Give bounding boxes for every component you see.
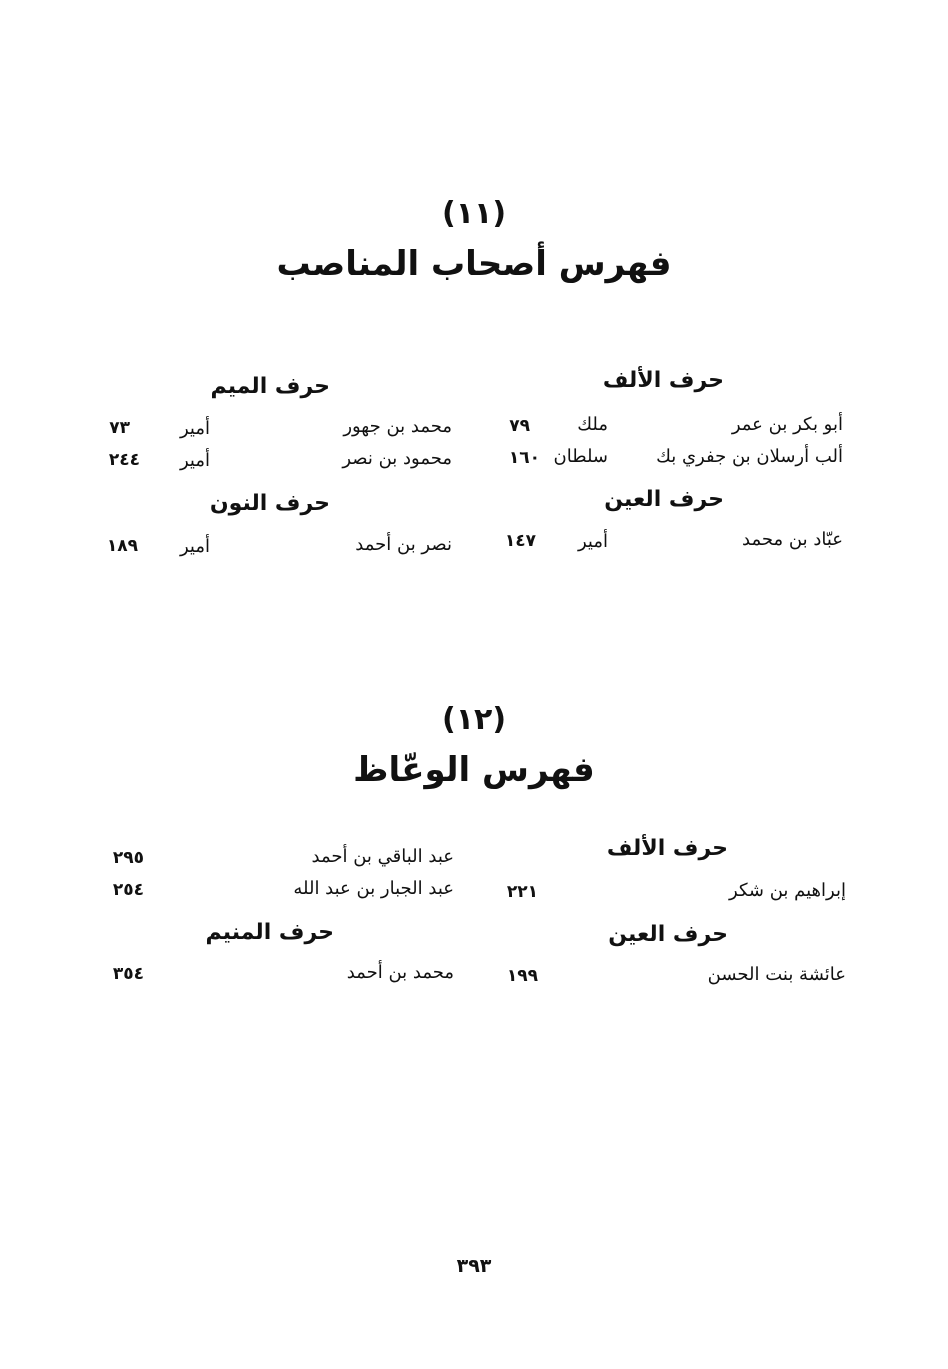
entry-name: محمد بن جهور <box>343 416 452 437</box>
heading-mim: حرف الميم <box>210 374 330 399</box>
entry-page: ٢٢١ <box>506 882 538 902</box>
entry-page: ١٨٩ <box>106 536 138 556</box>
entry-page: ٢٩٥ <box>112 848 144 868</box>
entry-title: أمير <box>179 418 210 439</box>
entry-name: محمود بن نصر <box>342 448 452 469</box>
entry-page: ١٤٧ <box>504 531 536 551</box>
entry-page: ٣٥٤ <box>112 964 144 984</box>
entry-name: نصر بن أحمد <box>355 534 452 555</box>
entry-name: عبّاد بن محمد <box>742 529 843 550</box>
entry-page: ١٦٠ <box>508 448 540 468</box>
entry-title: أمير <box>577 531 608 552</box>
page-number: ٣٩٣ <box>456 1255 492 1277</box>
section-12-title: فهرس الوعّاظ <box>353 750 595 790</box>
section-11-title: فهرس أصحاب المناصب <box>276 244 672 284</box>
heading-ain: حرف العين <box>604 487 724 512</box>
entry-page: ٧٣ <box>109 418 130 438</box>
entry-page: ١٩٩ <box>506 966 538 986</box>
heading-mim: حرف المنيم <box>205 920 334 945</box>
entry-name: أبو بكر بن عمر <box>731 414 843 435</box>
entry-title: أمير <box>179 450 210 471</box>
section-11-number: (١١) <box>441 196 507 231</box>
entry-name: عبد الجبار بن عبد الله <box>293 878 454 899</box>
heading-nun: حرف النون <box>209 491 330 516</box>
entry-page: ٢٥٤ <box>112 880 144 900</box>
entry-page: ٧٩ <box>509 416 530 436</box>
entry-page: ٢٤٤ <box>108 450 140 470</box>
heading-ain: حرف العين <box>608 922 728 947</box>
entry-name: عائشة بنت الحسن <box>707 964 846 985</box>
entry-name: إبراهيم بن شكر <box>729 880 846 901</box>
entry-title: أمير <box>179 536 210 557</box>
entry-title: ملك <box>577 414 608 435</box>
entry-name: محمد بن أحمد <box>346 962 454 983</box>
entry-name: ألب أرسلان بن جفري بك <box>656 446 843 467</box>
heading-alif: حرف الألف <box>606 836 728 861</box>
heading-alif: حرف الألف <box>602 368 724 393</box>
section-12-number: (١٢) <box>441 702 507 737</box>
entry-title: سلطان <box>553 446 608 467</box>
entry-name: عبد الباقي بن أحمد <box>311 846 454 867</box>
